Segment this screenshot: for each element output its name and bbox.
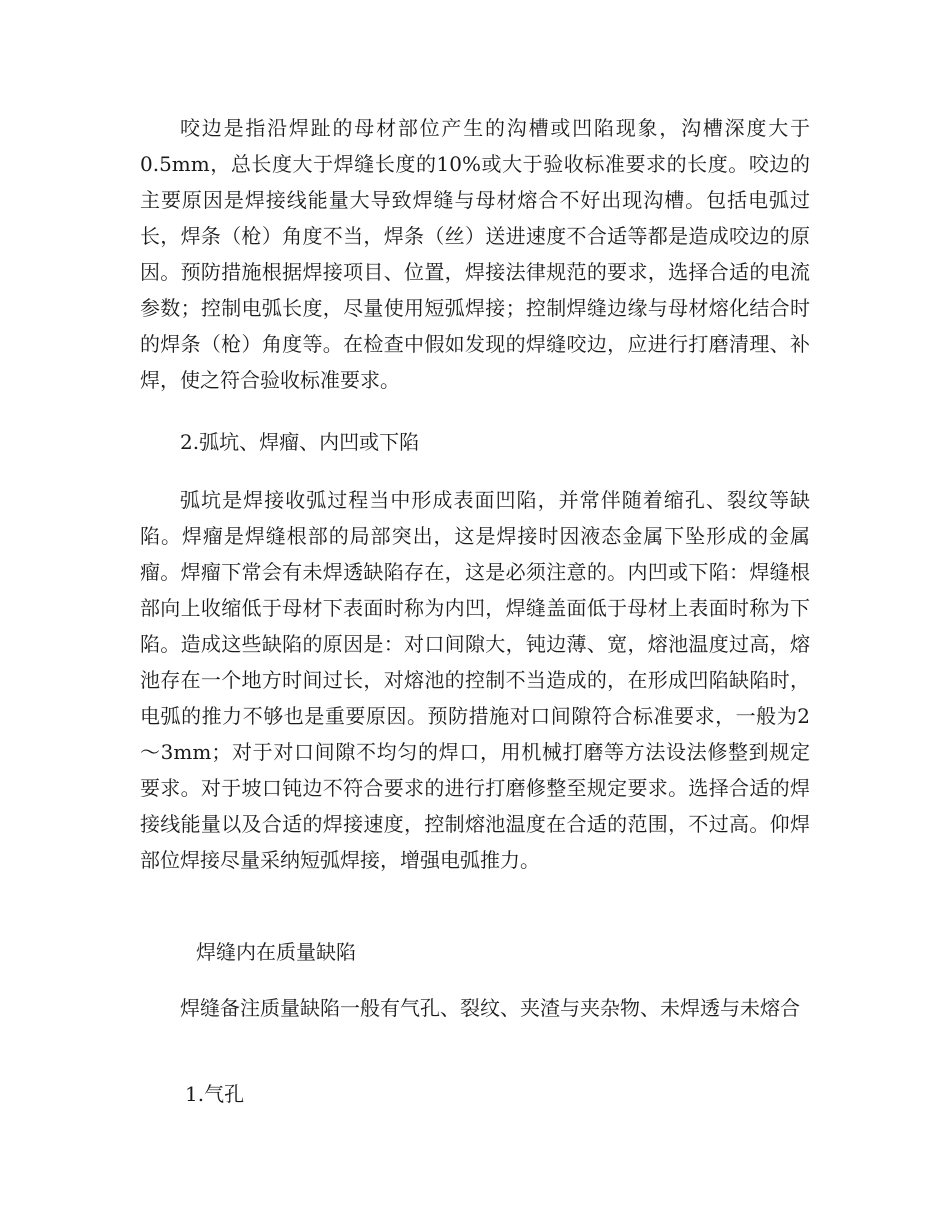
paragraph-internal-defects: 焊缝备注质量缺陷一般有气孔、裂纹、夹渣与夹杂物、未焊透与未熔合: [180, 996, 800, 1020]
section-heading-arc-crater: 2.弧坑、焊瘤、内凹或下陷: [180, 430, 420, 454]
section-heading-internal-defects: 焊缝内在质量缺陷: [196, 940, 356, 964]
paragraph-undercut: 咬边是指沿焊趾的母材部位产生的沟槽或凹陷现象，沟槽深度大于0.5mm，总长度大于焊缝长度的10%或大于验收标准要求的长度。咬边的主要原因是焊接线能量大导致焊缝与母材熔合不好出现沟槽。包括电弧过长，焊条（枪）角度不当，焊条（丝）送进速度不合适等都是造成咬边的原因。预防措施根据焊接项目、位置，焊接法律规范的要求，选择合适的电流参数；控制电弧长度，尽量使用短弧焊接；控制焊缝边缘与母材熔化结合时的焊条（枪）角度等。在检查中假如发现的焊缝咬边，应进行打磨清理、补焊，使之符合验收标准要求。: [140, 116, 810, 392]
paragraph-arc-crater: 弧坑是焊接收弧过程当中形成表面凹陷，并常伴随着缩孔、裂纹等缺陷。焊瘤是焊缝根部的局部突出，这是焊接时因液态金属下坠形成的金属瘤。焊瘤下常会有未焊透缺陷存在，这是必须注意的。内凹或下陷：焊缝根部向上收缩低于母材下表面时称为内凹，焊缝盖面低于母材上表面时称为下陷。造成这些缺陷的原因是：对口间隙大，钝边薄、宽，熔池温度过高，熔池存在一个地方时间过长，对熔池的控制不当造成的，在形成凹陷缺陷时，电弧的推力不够也是重要原因。预防措施对口间隙符合标准要求，一般为2～3mm；对于对口间隙不均匀的焊口，用机械打磨等方法设法修整到规定要求。对于坡口钝边不符合要求的进行打磨修整至规定要求。选择合适的焊接线能量以及合适的焊接速度，控制熔池温度在合适的范围，不过高。仰焊部位焊接尽量采纳短弧焊接，增强电弧推力。: [140, 488, 810, 872]
section-heading-porosity: 1.气孔: [185, 1082, 245, 1106]
